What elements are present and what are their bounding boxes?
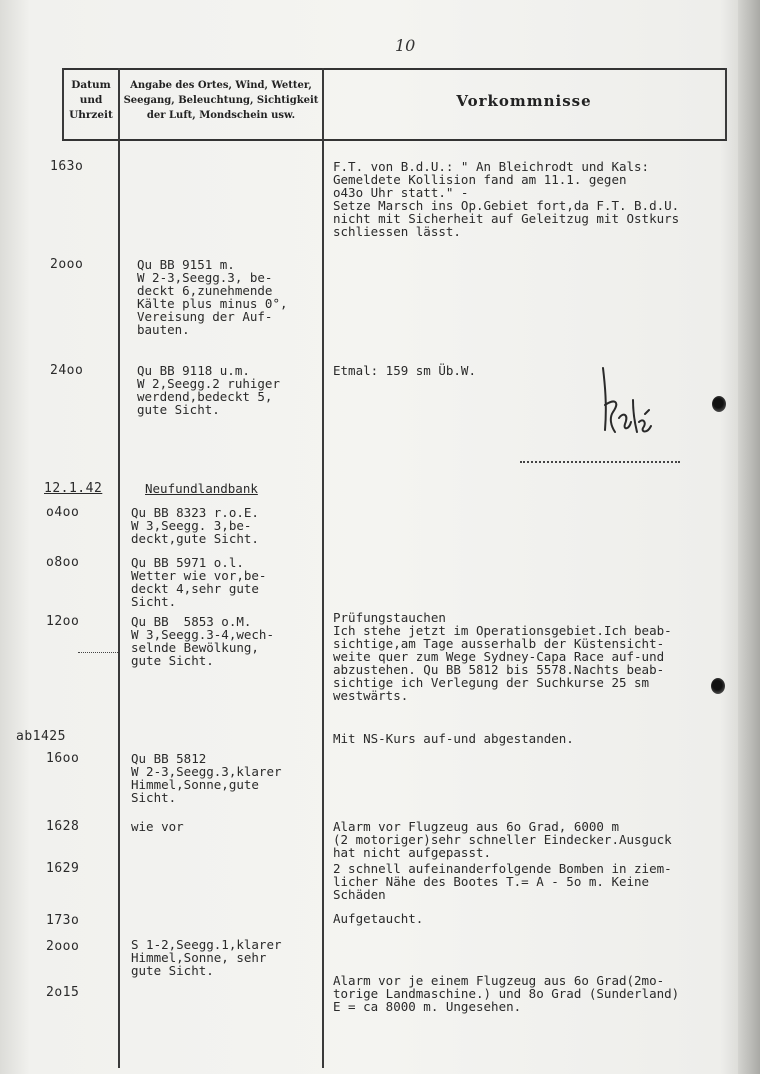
header-bottom-border <box>62 139 727 141</box>
place-text-3: Qu BB 9118 u.m. W 2,Seegg.2 ruhiger werdend,bedeckt 5, gute Sicht. <box>137 363 280 417</box>
time-2400: 24oo <box>50 363 84 378</box>
table-top-border <box>62 68 727 70</box>
time-0400: o4oo <box>46 505 80 520</box>
place-text-6: Qu BB 5971 o.l. Wetter wie vor,be- deckt 4,sehr gute Sicht. <box>131 555 267 609</box>
place-text-13: S 1-2,Seegg.1,klarer Himmel,Sonne, sehr gute Sicht. <box>131 937 282 978</box>
event-text-1: F.T. von B.d.U.: " An Bleichrodt und Kals: Gemeldete Kollision fand am 11.1. gegen o43o Uhr statt." - Setze Marsch ins Op.Gebiet fort,da F.T. B.d.U. nicht mit Sicherheit auf Geleitzug mit Ostkurs schliessen lässt. <box>333 159 680 239</box>
header-datum: Datum und Uhrzeit <box>69 79 113 121</box>
time-1629: 1629 <box>46 861 80 876</box>
page-number: 10 <box>395 36 416 55</box>
punch-hole-bottom <box>711 678 725 694</box>
event-text-14: Alarm vor je einem Flugzeug aus 6o Grad(2mo- torige Landmaschine.) und 8o Grad (Sunderland) E = ca 8000 m. Ungesehen. <box>333 973 680 1014</box>
event-text-7: Prüfungstauchen Ich stehe jetzt im Operationsgebiet.Ich beab- sichtige,am Tage ausserhalb der Küstensicht- weite quer zum Wege Sydney-Capa Race auf-und abzustehen. Qu BB 5812 bis 5578.Nachts beab- sichtige ich Verlegung der Suchkurse 25 sm westwärts. <box>333 610 672 703</box>
event-text-12: Aufgetaucht. <box>333 911 424 926</box>
place-neufundlandbank: Neufundlandbank <box>145 481 258 496</box>
time-ab1425: ab1425 <box>16 729 66 744</box>
event-text-11: 2 schnell aufeinanderfolgende Bomben in ziem- licher Nähe des Bootes T.= A - 5o m. Keine Schäden <box>333 861 672 902</box>
signature-dotted-line <box>520 461 680 463</box>
place-text-9: Qu BB 5812 W 2-3,Seegg.3,klarer Himmel,Sonne,gute Sicht. <box>131 751 282 805</box>
place-text-2: Qu BB 9151 m. W 2-3,Seegg.3, be- deckt 6,zunehmende Kälte plus minus 0°, Vereisung der Auf- bauten. <box>137 257 288 337</box>
margin-dotted-line <box>78 652 118 653</box>
place-text-5: Qu BB 8323 r.o.E. W 3,Seegg. 3,be- deckt,gute Sicht. <box>131 505 259 546</box>
event-text-3: Etmal: 159 sm Üb.W. <box>333 363 476 378</box>
page-edge-shadow <box>738 0 760 1074</box>
event-text-8: Mit NS-Kurs auf-und abgestanden. <box>333 731 574 746</box>
time-1628: 1628 <box>46 819 80 834</box>
time-2015: 2o15 <box>46 985 80 1000</box>
time-1630: 163o <box>50 159 84 174</box>
handwritten-signature <box>585 360 675 460</box>
time-2000: 2ooo <box>50 257 84 272</box>
time-2000-second: 2ooo <box>46 939 80 954</box>
time-1730: 173o <box>46 913 80 928</box>
time-1200: 12oo <box>46 614 80 629</box>
place-text-7: Qu BB 5853 o.M. W 3,Seegg.3-4,wech- selnde Bewölkung, gute Sicht. <box>131 614 274 668</box>
column-divider-2 <box>322 68 324 1068</box>
header-ort-wetter: Angabe des Ortes, Wind, Wetter, Seegang, Beleuchtung, Sichtigkeit der Luft, Mondschein usw. <box>123 80 319 121</box>
punch-hole-top <box>712 396 726 412</box>
table-right-border <box>725 68 727 140</box>
place-text-10: wie vor <box>131 819 184 834</box>
event-text-10: Alarm vor Flugzeug aus 6o Grad, 6000 m (2 motoriger)sehr schneller Eindecker.Ausguck hat nicht aufgepasst. <box>333 819 672 860</box>
date-12-1-42: 12.1.42 <box>44 481 103 496</box>
header-vorkommnisse: Vorkommnisse <box>456 92 592 110</box>
time-1600: 16oo <box>46 751 80 766</box>
column-divider-1 <box>118 68 120 1068</box>
time-0800: o8oo <box>46 555 80 570</box>
